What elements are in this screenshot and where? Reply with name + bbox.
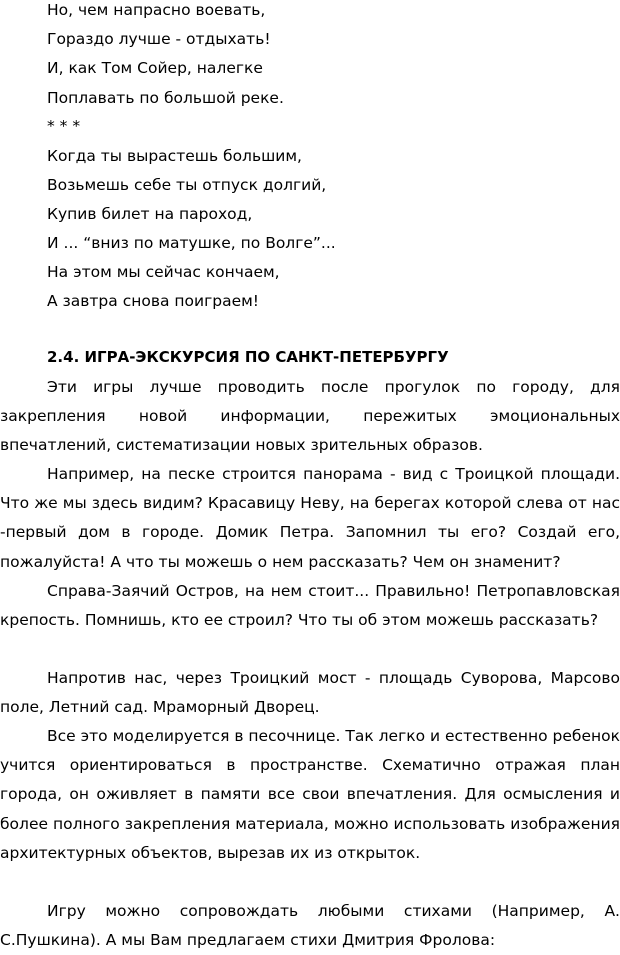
poem-line: На этом мы сейчас кончаем, <box>47 263 280 281</box>
poem-line: Возьмешь себе ты отпуск долгий, <box>47 176 327 194</box>
poem-line: Гораздо лучше - отдыхать! <box>47 30 271 48</box>
poem-line: Когда ты вырастешь большим, <box>47 147 302 165</box>
poem-line: Поплавать по большой реке. <box>47 89 284 107</box>
paragraph-hare-island: Справа-Заячий Остров, на нем стоит... Правильно! Петропавловская крепость. Помнишь, кто ее строил? Что ты об этом можешь рассказать? <box>0 582 620 630</box>
poem-separator: * * * <box>47 117 81 135</box>
section-heading: 2.4. ИГРА-ЭКСКУРСИЯ ПО САНКТ-ПЕТЕРБУРГУ <box>47 348 449 366</box>
paragraph-example: Например, на песке строится панорама - вид с Троицкой площади. Что же мы здесь видим? Красавицу Неву, на берегах которой слева от нас -первый дом в городе. Домик Петра. Запомнил ты его? Создай его, пожалуйста! А что ты можешь о нем рассказать? Чем он знаменит? <box>0 465 620 571</box>
poem-line: Но, чем напрасно воевать, <box>47 1 266 19</box>
paragraph-opposite: Напротив нас, через Троицкий мост - площадь Суворова, Марсово поле, Летний сад. Мраморный Дворец. <box>0 669 620 717</box>
paragraph-poems-intro: Игру можно сопровождать любыми стихами (Например, А. С.Пушкина). А мы Вам предлагаем стихи Дмитрия Фролова: <box>0 902 620 950</box>
poem-line: Купив билет на пароход, <box>47 205 253 223</box>
poem-line: А завтра снова поиграем! <box>47 292 260 310</box>
poem-line: И ... “вниз по матушке, по Волге”... <box>47 234 336 252</box>
paragraph-intro: Эти игры лучше проводить после прогулок по городу, для закрепления новой информации, пережитых эмоциональных впечатлений, систематизации новых зрительных образов. <box>0 378 620 455</box>
paragraph-sandbox: Все это моделируется в песочнице. Так легко и естественно ребенок учится ориентироваться в пространстве. Схематично отражая план города, он оживляет в памяти все свои впечатления. Для осмысления и более полного закрепления материала, можно использовать изображения архитектурных объектов, вырезав их из открыток. <box>0 727 620 862</box>
poem-line: И, как Том Сойер, налегке <box>47 59 263 77</box>
